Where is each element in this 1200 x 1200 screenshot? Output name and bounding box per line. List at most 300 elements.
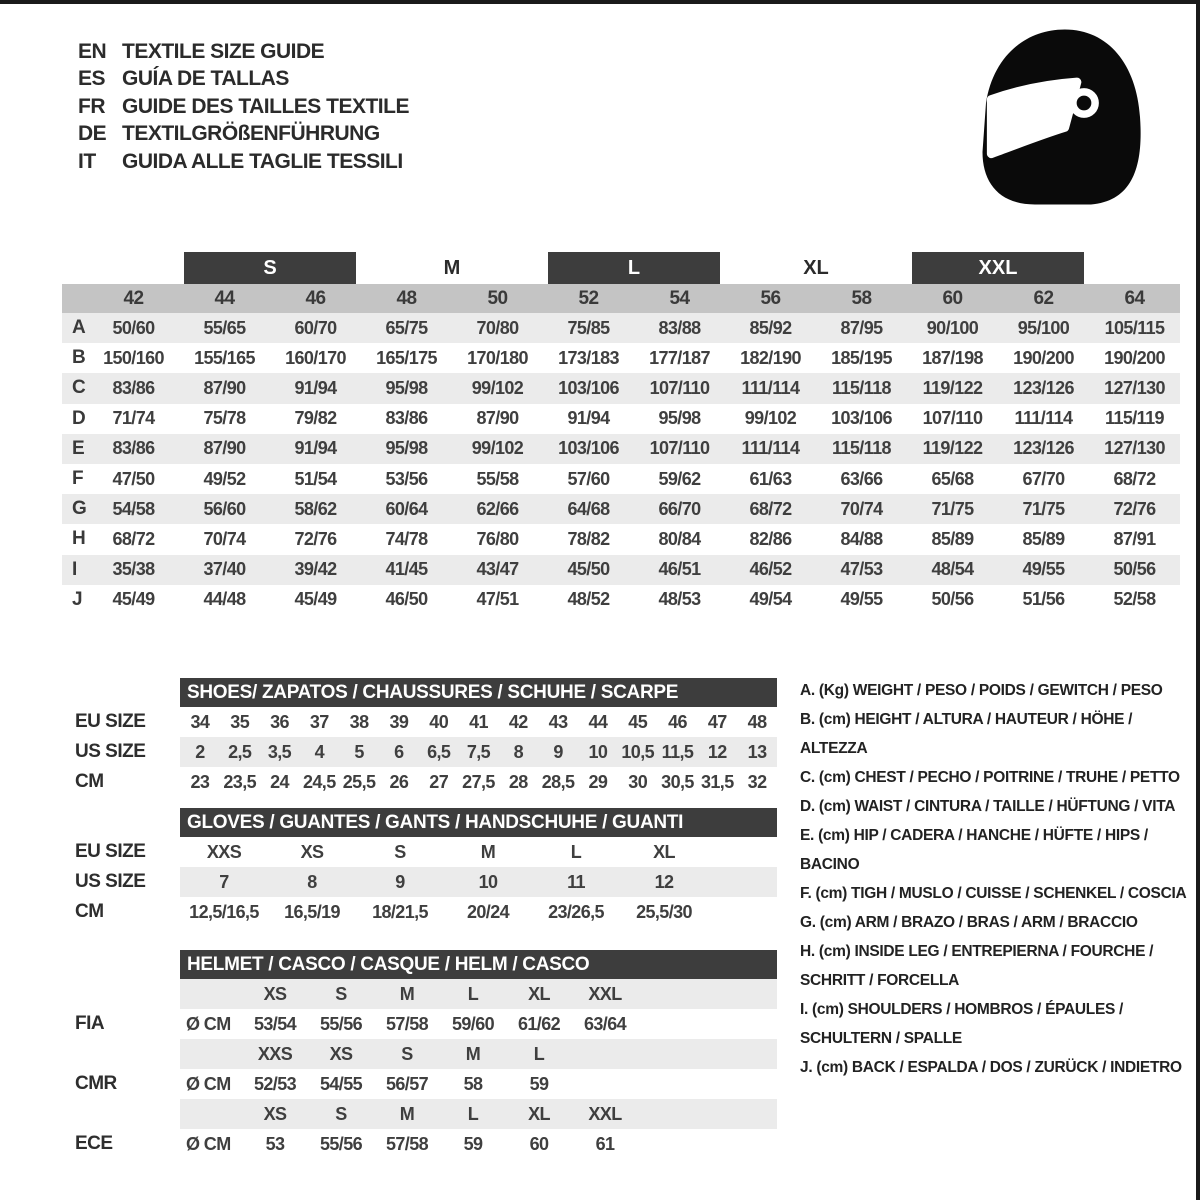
measurement-value: 46/52 — [749, 559, 792, 580]
measurement-value: 99/102 — [471, 438, 524, 459]
shoes-value: 37 — [309, 711, 329, 732]
helmet-size-label: XXL — [588, 983, 622, 1004]
measurement-value: 55/58 — [476, 468, 519, 489]
measurement-value: 85/89 — [1022, 528, 1065, 549]
measurement-row — [62, 555, 1180, 585]
helmet-diameter-value: 59 — [529, 1073, 549, 1094]
measurement-value: 45/50 — [567, 559, 610, 580]
language-code: DE — [78, 122, 107, 146]
gloves-value: XXS — [206, 841, 242, 862]
language-title: GUIDA ALLE TAGLIE TESSILI — [122, 149, 403, 173]
measurement-value: 63/66 — [840, 468, 883, 489]
legend-key: I. — [800, 1001, 809, 1018]
shoes-value: 46 — [668, 711, 687, 732]
measurement-value: 76/80 — [476, 528, 519, 549]
legend-unit: (cm) — [818, 769, 851, 786]
helmet-diameter-value: 57/58 — [385, 1133, 429, 1154]
row-label: US SIZE — [75, 741, 146, 762]
gloves-value: 18/21,5 — [372, 901, 428, 922]
shoes-value: 2,5 — [228, 741, 252, 762]
row-label-spacer — [75, 979, 180, 1009]
gloves-value: XL — [653, 841, 675, 862]
helmet-size-label: M — [399, 983, 415, 1004]
measurement-letter: C — [72, 377, 86, 399]
shoes-value: 45 — [628, 711, 648, 732]
helmet-diameter-value: 60 — [529, 1133, 549, 1154]
helmet-size-label: S — [401, 1043, 413, 1064]
racing-helmet-icon — [968, 26, 1144, 208]
measurement-value: 83/86 — [112, 438, 155, 459]
measurement-value: 107/110 — [649, 377, 710, 398]
size-group-s: S — [184, 252, 356, 284]
gloves-values — [180, 867, 777, 897]
measurement-value: 190/200 — [1104, 347, 1165, 368]
language-title: TEXTILE SIZE GUIDE — [122, 39, 325, 63]
helmet-size-label: XS — [263, 983, 287, 1004]
measurement-value: 59/62 — [658, 468, 701, 489]
measurement-value: 55/65 — [203, 317, 246, 338]
measurement-value: 83/88 — [658, 317, 701, 338]
shoes-value: 38 — [349, 711, 369, 732]
helmet-size-label: XXL — [588, 1103, 622, 1124]
helmet-size-label: S — [335, 983, 347, 1004]
language-title-list — [78, 38, 409, 176]
size-number: 60 — [942, 287, 963, 309]
gloves-value: 12,5/16,5 — [189, 901, 259, 922]
measurement-value: 49/52 — [203, 468, 246, 489]
measurement-value: 47/53 — [840, 559, 883, 580]
helmet-section-header: HELMET / CASCO / CASQUE / HELM / CASCO — [180, 950, 777, 979]
measurement-value: 47/51 — [476, 589, 519, 610]
measurement-value: 90/100 — [926, 317, 979, 338]
helmet-standard-label: CMR — [75, 1073, 117, 1094]
helmet-values-row — [75, 1129, 777, 1159]
measurement-value: 95/98 — [385, 438, 428, 459]
shoes-value: 30,5 — [661, 771, 694, 792]
measurement-value: 83/86 — [385, 408, 428, 429]
row-label-spacer — [75, 1099, 180, 1129]
gloves-value: 12 — [654, 871, 674, 892]
measurement-letter: D — [72, 407, 86, 429]
shoes-value: 39 — [389, 711, 409, 732]
legend-unit: (cm) — [815, 885, 848, 902]
measurement-value: 103/106 — [831, 408, 892, 429]
helmet-standard-label: FIA — [75, 1013, 105, 1034]
language-code: ES — [78, 67, 106, 91]
shoes-values — [180, 767, 777, 797]
shoes-value: 10,5 — [621, 741, 655, 762]
measurement-value: 60/70 — [294, 317, 337, 338]
helmet-size-label: M — [465, 1043, 481, 1064]
measurement-value: 64/68 — [567, 498, 610, 519]
measurement-value: 74/78 — [385, 528, 428, 549]
helmet-size-label: XS — [263, 1103, 287, 1124]
measurement-value: 95/100 — [1017, 317, 1070, 338]
row-label: CM — [75, 771, 104, 792]
shoes-section-header: SHOES/ ZAPATOS / CHAUSSURES / SCHUHE / SCARPE — [180, 678, 777, 707]
shoes-value: 23,5 — [223, 771, 257, 792]
legend-item — [800, 821, 1200, 879]
helmet-diameter-value: 56/57 — [385, 1073, 429, 1094]
measurement-value: 160/170 — [285, 347, 346, 368]
gloves-value: 11 — [567, 871, 585, 892]
helmet-size-label: M — [399, 1103, 415, 1124]
measurement-value: 44/48 — [203, 589, 246, 610]
measurement-value: 65/68 — [931, 468, 974, 489]
measurement-value: 91/94 — [294, 438, 337, 459]
helmet-size-label: XL — [528, 983, 550, 1004]
measurement-value: 95/98 — [385, 377, 428, 398]
measurement-value: 49/55 — [840, 589, 883, 610]
helmet-diameter-value: 57/58 — [385, 1013, 429, 1034]
shoes-value: 23 — [190, 771, 210, 792]
shoes-value: 7,5 — [466, 741, 491, 762]
shoes-value: 24,5 — [302, 771, 336, 792]
size-number: 52 — [578, 287, 599, 309]
shoes-value: 25,5 — [342, 771, 376, 792]
legend-unit: (cm) — [818, 798, 851, 815]
shoes-value: 44 — [588, 711, 608, 732]
helmet-diameter-value: 55/56 — [319, 1133, 363, 1154]
measurement-value: 75/78 — [203, 408, 246, 429]
helmet-size-label: L — [533, 1043, 545, 1064]
legend-key: E. — [800, 827, 815, 844]
size-number: 56 — [760, 287, 781, 309]
measurement-value: 49/55 — [1022, 559, 1065, 580]
legend-text: INSIDE LEG / ENTREPIERNA / FOURCHE / SCHRITT / FORCELLA — [800, 943, 1154, 989]
legend-item — [800, 705, 1200, 763]
measurement-value: 62/66 — [476, 498, 519, 519]
helmet-diameter-value: 55/56 — [319, 1013, 363, 1034]
shoes-value: 31,5 — [700, 771, 734, 792]
measurement-value: 173/183 — [558, 347, 619, 368]
legend-text: CHEST / PECHO / POITRINE / TRUHE / PETTO — [854, 769, 1180, 786]
gloves-row — [75, 897, 777, 927]
size-group-header-row — [62, 252, 1180, 284]
measurement-row — [62, 313, 1180, 343]
shoes-value: 47 — [707, 711, 727, 732]
measurement-value: 45/49 — [112, 589, 155, 610]
language-code: EN — [78, 39, 107, 63]
size-group-xl: XL — [803, 256, 829, 279]
helmet-diameter-value: 58 — [463, 1073, 483, 1094]
measurement-row — [62, 343, 1180, 373]
measurement-value: 49/54 — [749, 589, 792, 610]
row-label: EU SIZE — [75, 841, 146, 862]
measurement-value: 35/38 — [112, 559, 155, 580]
measurement-value: 70/74 — [203, 528, 246, 549]
measurement-letter: I — [72, 558, 78, 580]
legend-item — [800, 879, 1200, 908]
measurement-value: 43/47 — [476, 559, 519, 580]
legend-item — [800, 763, 1200, 792]
measurement-value: 50/60 — [112, 317, 155, 338]
measurement-value: 87/90 — [203, 438, 246, 459]
row-label: CM — [75, 901, 104, 922]
measurement-value: 61/63 — [749, 468, 792, 489]
measurement-value: 155/165 — [194, 347, 255, 368]
shoes-value: 13 — [747, 741, 767, 762]
legend-text: BACK / ESPALDA / DOS / ZURÜCK / INDIETRO — [851, 1059, 1182, 1076]
diameter-label: Ø CM — [186, 1013, 231, 1034]
shoes-value: 40 — [429, 711, 449, 732]
measurement-value: 50/56 — [1113, 559, 1156, 580]
shoes-value: 10 — [588, 741, 608, 762]
measurement-value: 68/72 — [112, 528, 155, 549]
legend-item — [800, 937, 1200, 995]
legend-key: D. — [800, 798, 815, 815]
gloves-values — [180, 837, 777, 867]
measurement-value: 99/102 — [471, 377, 524, 398]
measurement-value: 123/126 — [1013, 377, 1074, 398]
shoes-size-table — [75, 678, 777, 797]
textile-size-table — [62, 252, 1180, 615]
language-title: TEXTILGRÖßENFÜHRUNG — [122, 122, 380, 146]
legend-unit: (cm) — [818, 711, 851, 728]
shoes-values — [180, 737, 777, 767]
measurement-value: 103/106 — [558, 438, 619, 459]
row-label: EU SIZE — [75, 711, 146, 732]
measurement-value: 48/54 — [931, 559, 974, 580]
legend-item — [800, 908, 1200, 937]
size-group-l: L — [548, 252, 720, 284]
shoes-value: 11,5 — [661, 741, 694, 762]
measurement-letter: A — [72, 317, 86, 339]
measurement-value: 68/72 — [1113, 468, 1156, 489]
measurement-value: 111/114 — [1014, 408, 1073, 429]
legend-key: G. — [800, 914, 816, 931]
shoes-row — [75, 707, 777, 737]
measurement-value: 46/50 — [385, 589, 428, 610]
helmet-size-label: XXS — [257, 1043, 293, 1064]
measurement-value: 53/56 — [385, 468, 428, 489]
measurement-value: 111/114 — [741, 377, 800, 398]
size-number: 58 — [851, 287, 872, 309]
shoes-value: 28 — [508, 771, 528, 792]
legend-text: ARM / BRAZO / BRAS / ARM / BRACCIO — [854, 914, 1138, 931]
shoes-value: 43 — [548, 711, 568, 732]
legend-unit: (cm) — [819, 914, 852, 931]
measurement-value: 170/180 — [467, 347, 528, 368]
measurement-value: 185/195 — [831, 347, 892, 368]
legend-key: F. — [800, 885, 812, 902]
measurement-value: 79/82 — [294, 408, 337, 429]
measurement-value: 91/94 — [294, 377, 337, 398]
size-number: 64 — [1124, 287, 1145, 309]
helmet-diameter-value: 52/53 — [253, 1073, 297, 1094]
measurement-value: 99/102 — [744, 408, 797, 429]
measurement-value: 41/45 — [385, 559, 428, 580]
size-number-header-row — [62, 284, 1180, 313]
language-row — [78, 93, 409, 121]
measurement-row — [62, 524, 1180, 554]
legend-item — [800, 1053, 1200, 1082]
legend-unit: (cm) — [818, 827, 850, 844]
legend-unit: (Kg) — [818, 682, 849, 699]
top-border-line — [0, 0, 1200, 4]
helmet-standard-group — [75, 1039, 777, 1099]
measurement-value: 115/119 — [1105, 408, 1164, 429]
measurement-value: 119/122 — [922, 377, 983, 398]
language-row — [78, 121, 409, 149]
size-number: 46 — [305, 287, 326, 309]
helmet-diameter-value: 61/62 — [517, 1013, 561, 1034]
measurement-value: 47/50 — [112, 468, 155, 489]
measurement-value: 177/187 — [649, 347, 710, 368]
measurement-value: 75/85 — [567, 317, 610, 338]
gloves-value: 9 — [395, 871, 405, 892]
shoes-value: 3,5 — [267, 741, 292, 762]
shoes-value: 4 — [314, 741, 324, 762]
measurement-value: 56/60 — [203, 498, 246, 519]
measurement-value: 54/58 — [112, 498, 155, 519]
shoes-value: 24 — [270, 771, 289, 792]
legend-text: HEIGHT / ALTURA / HAUTEUR / HÖHE / ALTEZZA — [800, 711, 1133, 757]
measurement-value: 111/114 — [741, 438, 800, 459]
shoes-row — [75, 737, 777, 767]
shoes-value: 6 — [394, 741, 404, 762]
measurement-value: 71/75 — [1022, 498, 1065, 519]
measurement-value: 103/106 — [558, 377, 619, 398]
legend-unit: (cm) — [818, 943, 851, 960]
measurement-value: 60/64 — [385, 498, 428, 519]
measurement-value: 85/92 — [749, 317, 792, 338]
helmet-size-table — [75, 950, 777, 1159]
measurement-value: 82/86 — [749, 528, 792, 549]
measurement-value: 127/130 — [1104, 377, 1165, 398]
measurement-value: 50/56 — [931, 589, 974, 610]
gloves-section-header: GLOVES / GUANTES / GANTS / HANDSCHUHE / GUANTI — [180, 808, 777, 837]
measurement-value: 48/53 — [658, 589, 701, 610]
shoes-value: 30 — [628, 771, 648, 792]
measurement-legend — [800, 676, 1200, 1082]
shoes-value: 32 — [747, 771, 767, 792]
helmet-values-row — [75, 1009, 777, 1039]
helmet-diameter-value: 59/60 — [451, 1013, 495, 1034]
legend-unit: (cm) — [812, 1001, 844, 1018]
shoes-value: 26 — [389, 771, 409, 792]
measurement-value: 71/75 — [931, 498, 974, 519]
gloves-value: XS — [300, 841, 324, 862]
measurement-value: 51/54 — [294, 468, 337, 489]
language-row — [78, 66, 409, 94]
helmet-diameter-value: 54/55 — [319, 1073, 363, 1094]
shoes-value: 2 — [195, 741, 205, 762]
helmet-diameter-value: 59 — [463, 1133, 483, 1154]
measurement-value: 119/122 — [922, 438, 983, 459]
measurement-value: 187/198 — [922, 347, 983, 368]
measurement-value: 58/62 — [294, 498, 337, 519]
shoes-value: 48 — [747, 711, 767, 732]
diameter-label: Ø CM — [186, 1133, 231, 1154]
gloves-value: L — [570, 841, 582, 862]
measurement-letter: H — [72, 528, 86, 550]
gloves-value: 16,5/19 — [284, 901, 340, 922]
measurement-value: 95/98 — [658, 408, 701, 429]
legend-key: H. — [800, 943, 815, 960]
measurement-value: 71/74 — [112, 408, 155, 429]
gloves-value: 8 — [307, 871, 317, 892]
language-row — [78, 148, 409, 176]
legend-text: HIP / CADERA / HANCHE / HÜFTE / HIPS / BACINO — [800, 827, 1148, 873]
measurement-value: 91/94 — [567, 408, 610, 429]
size-number: 42 — [123, 287, 144, 309]
shoes-value: 27 — [429, 771, 449, 792]
measurement-value: 165/175 — [376, 347, 437, 368]
legend-unit: (cm) — [816, 1059, 848, 1076]
legend-key: J. — [800, 1059, 813, 1076]
size-group-xxl: XXL — [912, 252, 1084, 284]
measurement-value: 65/75 — [385, 317, 428, 338]
measurement-value: 87/90 — [476, 408, 519, 429]
measurement-value: 52/58 — [1113, 589, 1156, 610]
gloves-row — [75, 867, 777, 897]
measurement-value: 48/52 — [567, 589, 610, 610]
measurement-rows — [62, 313, 1180, 615]
helmet-values-row — [75, 1069, 777, 1099]
measurement-value: 190/200 — [1013, 347, 1074, 368]
measurement-value: 46/51 — [658, 559, 701, 580]
measurement-letter: J — [72, 588, 83, 610]
measurement-value: 66/70 — [658, 498, 701, 519]
shoes-value: 5 — [354, 741, 364, 762]
measurement-row — [62, 434, 1180, 464]
diameter-label: Ø CM — [186, 1073, 231, 1094]
helmet-sizes-row — [75, 1099, 777, 1129]
measurement-row — [62, 464, 1180, 494]
measurement-value: 45/49 — [294, 589, 337, 610]
measurement-value: 70/80 — [476, 317, 519, 338]
legend-item — [800, 676, 1200, 705]
helmet-sizes-row — [75, 979, 777, 1009]
measurement-row — [62, 494, 1180, 524]
measurement-value: 150/160 — [103, 347, 164, 368]
shoes-value: 41 — [469, 711, 488, 732]
gloves-value: 10 — [478, 871, 498, 892]
measurement-letter: B — [72, 347, 86, 369]
shoes-row — [75, 767, 777, 797]
gloves-size-table — [75, 808, 777, 927]
language-code: IT — [78, 149, 96, 173]
shoes-value: 6,5 — [427, 741, 451, 762]
size-number: 48 — [396, 287, 417, 309]
shoes-value: 34 — [190, 711, 210, 732]
shoes-values — [180, 707, 777, 737]
helmet-size-label: XS — [329, 1043, 353, 1064]
helmet-standard-group — [75, 979, 777, 1039]
measurement-value: 127/130 — [1104, 438, 1165, 459]
measurement-row — [62, 373, 1180, 403]
helmet-size-label: S — [335, 1103, 347, 1124]
shoes-value: 27,5 — [462, 771, 495, 792]
measurement-letter: F — [72, 468, 84, 490]
measurement-value: 57/60 — [567, 468, 610, 489]
measurement-value: 37/40 — [203, 559, 246, 580]
measurement-value: 72/76 — [1113, 498, 1156, 519]
helmet-size-label: L — [467, 1103, 479, 1124]
legend-text: SHOULDERS / HOMBROS / ÉPAULES / SCHULTERN / SPALLE — [800, 1001, 1124, 1047]
shoes-value: 35 — [230, 711, 250, 732]
size-group-m: M — [443, 256, 461, 279]
measurement-value: 39/42 — [294, 559, 337, 580]
shoes-value: 9 — [553, 741, 563, 762]
measurement-value: 80/84 — [658, 528, 701, 549]
helmet-standard-group — [75, 1099, 777, 1159]
row-label: US SIZE — [75, 871, 146, 892]
measurement-value: 72/76 — [294, 528, 337, 549]
legend-item — [800, 792, 1200, 821]
measurement-value: 83/86 — [112, 377, 155, 398]
